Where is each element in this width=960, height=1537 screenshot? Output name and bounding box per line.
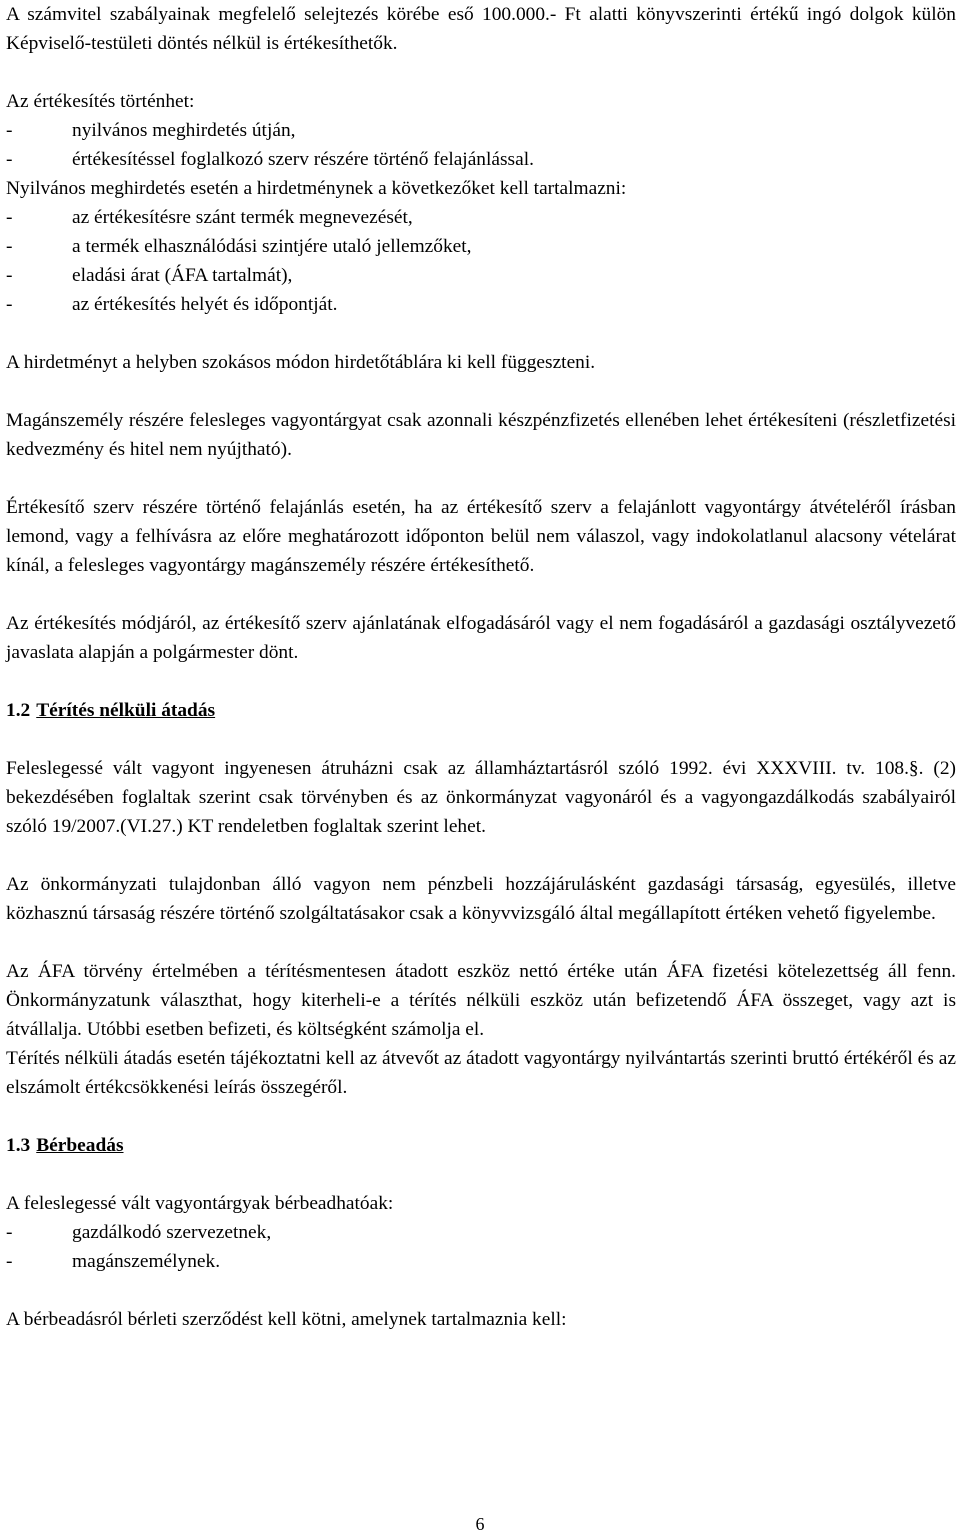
paragraph-berbeadhatoak: A feleslegessé vált vagyontárgyak bérbeadhatóak: bbox=[6, 1193, 394, 1214]
paragraph-hirdetmeny-intro: Nyilvános meghirdetés esetén a hirdetménynek a következőket kell tartalmazni: bbox=[6, 178, 627, 199]
document-page bbox=[6, 0, 956, 1334]
list-item: - gazdálkodó szervezetnek, bbox=[6, 1222, 272, 1243]
berbeadas-list bbox=[6, 1218, 956, 1276]
list-item: - az értékesítésre szánt termék megnevezését, bbox=[6, 207, 413, 228]
paragraph-ingyenes-atruhazas: Feleslegessé vált vagyont ingyenesen átruházni csak az államháztartásról szóló 1992. évi XXXVIII. tv. 108.§. (2) bekezdésében foglaltak szerint csak törvényben és az önkormányzat vagyonáról és a vagyongazdálkodás szabályairól szóló 19/2007.(VI.27.) KT rendeletben foglaltak szerint lehet. bbox=[6, 758, 956, 837]
paragraph-selejtezes: A számvitel szabályainak megfelelő selejtezés körébe eső 100.000.- Ft alatti könyvszerinti értékű ingó dolgok külön Képviselő-testületi döntés nélkül is értékesíthetők. bbox=[6, 4, 956, 54]
paragraph-ertekesites-intro: Az értékesítés történhet: bbox=[6, 91, 195, 112]
list-item: - eladási árat (ÁFA tartalmát), bbox=[6, 265, 293, 286]
list-item: - a termék elhasználódási szintjére utaló jellemzőket, bbox=[6, 236, 472, 257]
list-item: - az értékesítés helyét és időpontját. bbox=[6, 294, 338, 315]
list-item: - értékesítéssel foglalkozó szerv részére történő felajánlással. bbox=[6, 149, 534, 170]
list-item: - magánszemélynek. bbox=[6, 1251, 221, 1272]
paragraph-ertekesito-szerv: Értékesítő szerv részére történő felajánlás esetén, ha az értékesítő szerv a felajánlott vagyontárgy átvételéről írásban lemond, vagy a felhívásra az előre meghatározott időponton belül nem válaszol, vagy indokolatlanul alacsony vételárat kínál, a felesleges vagyontárgy magánszemély részére értékesíthető. bbox=[6, 497, 956, 576]
paragraph-berleti-szerzodes: A bérbeadásról bérleti szerződést kell kötni, amelynek tartalmaznia kell: bbox=[6, 1309, 567, 1330]
paragraph-tajekoztatas: Térítés nélküli átadás esetén tájékoztatni kell az átvevőt az átadott vagyontárgy nyilvántartás szerinti bruttó értékéről és az elszámolt értékcsökkenési leírás összegéről. bbox=[6, 1048, 956, 1098]
list-item: - nyilvános meghirdetés útján, bbox=[6, 120, 296, 141]
paragraph-hirdetotabla: A hirdetményt a helyben szokásos módon hirdetőtáblára ki kell függeszteni. bbox=[6, 352, 596, 373]
paragraph-ertekesites-modja: Az értékesítés módjáról, az értékesítő szerv ajánlatának elfogadásáról vagy el nem fogadásáról a gazdasági osztályvezető javaslata alapján a polgármester dönt. bbox=[6, 613, 956, 663]
paragraph-nem-penzbeli-hozzajarulas: Az önkormányzati tulajdonban álló vagyon nem pénzbeli hozzájárulásként gazdasági társaság, egyesülés, illetve közhasznú társaság részére történő szolgáltatásakor csak a könyvvizsgáló által megállapított értéken vehető figyelembe. bbox=[6, 874, 956, 924]
section-heading-1-2: 1.2 Térítés nélküli átadás bbox=[6, 700, 216, 721]
hirdetmeny-content-list bbox=[6, 203, 956, 319]
page-number: 6 bbox=[475, 1514, 485, 1534]
paragraph-maganszemely: Magánszemély részére felesleges vagyontárgyat csak azonnali készpénzfizetés ellenében lehet értékesíteni (részletfizetési kedvezmény és hitel nem nyújtható). bbox=[6, 410, 956, 460]
paragraph-afa: Az ÁFA törvény értelmében a térítésmentesen átadott eszköz nettó értéke után ÁFA fizetési kötelezettség áll fenn. Önkormányzatunk választhat, hogy kiterheli-e a térítés nélküli eszköz után befizetendő ÁFA összeget, vagy azt is átvállalja. Utóbbi esetben befizeti, és költségként számolja el. bbox=[6, 961, 956, 1040]
section-heading-1-3: 1.3 Bérbeadás bbox=[6, 1135, 124, 1156]
ertekesites-mode-list bbox=[6, 116, 956, 174]
